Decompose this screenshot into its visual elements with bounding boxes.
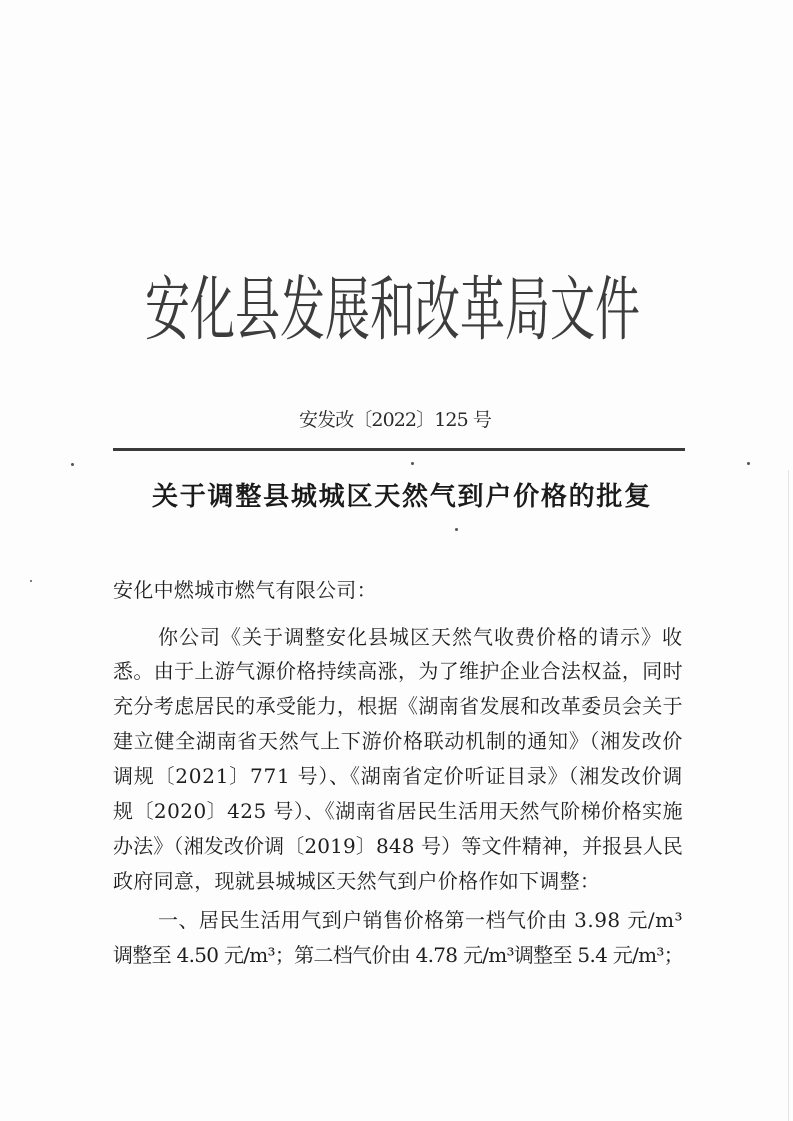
issuer-header <box>145 268 640 351</box>
doc-number-row <box>299 408 491 432</box>
paragraph-line <box>113 829 683 864</box>
paragraph-1-line-3: 充分考虑居民的承受能力，根据《湖南省发展和改革委员会关于 <box>113 694 683 719</box>
doc-number: 安发改〔2022〕125 号 <box>299 409 491 431</box>
paragraph-1-line-4: 建立健全湖南省天然气上下游价格联动机制的通知》（湘发改价 <box>113 729 683 754</box>
scan-speck <box>411 462 414 465</box>
paragraph-2-line-1: 一、居民生活用气到户销售价格第一档气价由 3.98 元/m³ <box>158 907 683 932</box>
scan-speck <box>30 580 32 582</box>
paragraph-2-line-2: 调整至 4.50 元/m³；第二档气价由 4.78 元/m³调整至 5.4 元/m³； <box>113 942 683 967</box>
issuer-title: 安化县发展和改革局文件 <box>145 268 640 351</box>
document-title: 关于调整县城城区天然气到户价格的批复 <box>152 482 652 512</box>
scan-speck <box>71 463 74 466</box>
scan-speck <box>455 528 458 531</box>
paragraph-line <box>113 938 683 973</box>
paragraph-line <box>113 794 683 829</box>
document-title-row <box>152 480 652 514</box>
paragraph-1-line-8: 政府同意，现就县城城区天然气到户价格作如下调整： <box>113 868 601 893</box>
paragraph-line <box>113 864 683 899</box>
paragraph-line <box>113 654 683 689</box>
salutation: 安化中燃城市燃气有限公司： <box>113 577 377 602</box>
paragraph-1-line-5: 调规〔2021〕771 号）、《湖南省定价听证目录》（湘发改价调 <box>113 764 683 789</box>
header-divider <box>113 448 685 451</box>
paragraph-line <box>113 759 683 794</box>
paragraph-line <box>113 903 683 938</box>
paragraph-line <box>113 689 683 724</box>
paragraph-line <box>113 724 683 759</box>
paragraph-1-line-7: 办法》（湘发改价调〔2019〕848 号）等文件精神，并报县人民 <box>113 833 683 858</box>
paragraph-1-line-6: 规〔2020〕425 号）、《湖南省居民生活用天然气阶梯价格实施 <box>113 799 683 823</box>
paragraph-line <box>113 620 683 655</box>
scan-speck <box>747 462 750 465</box>
scan-edge <box>788 470 789 1121</box>
salutation-row <box>113 573 683 608</box>
paragraph-1-line-1: 你公司《关于调整安化县城区天然气收费价格的请示》收 <box>158 624 683 649</box>
paragraph-1-line-2: 悉。由于上游气源价格持续高涨，为了维护企业合法权益，同时 <box>113 659 683 684</box>
